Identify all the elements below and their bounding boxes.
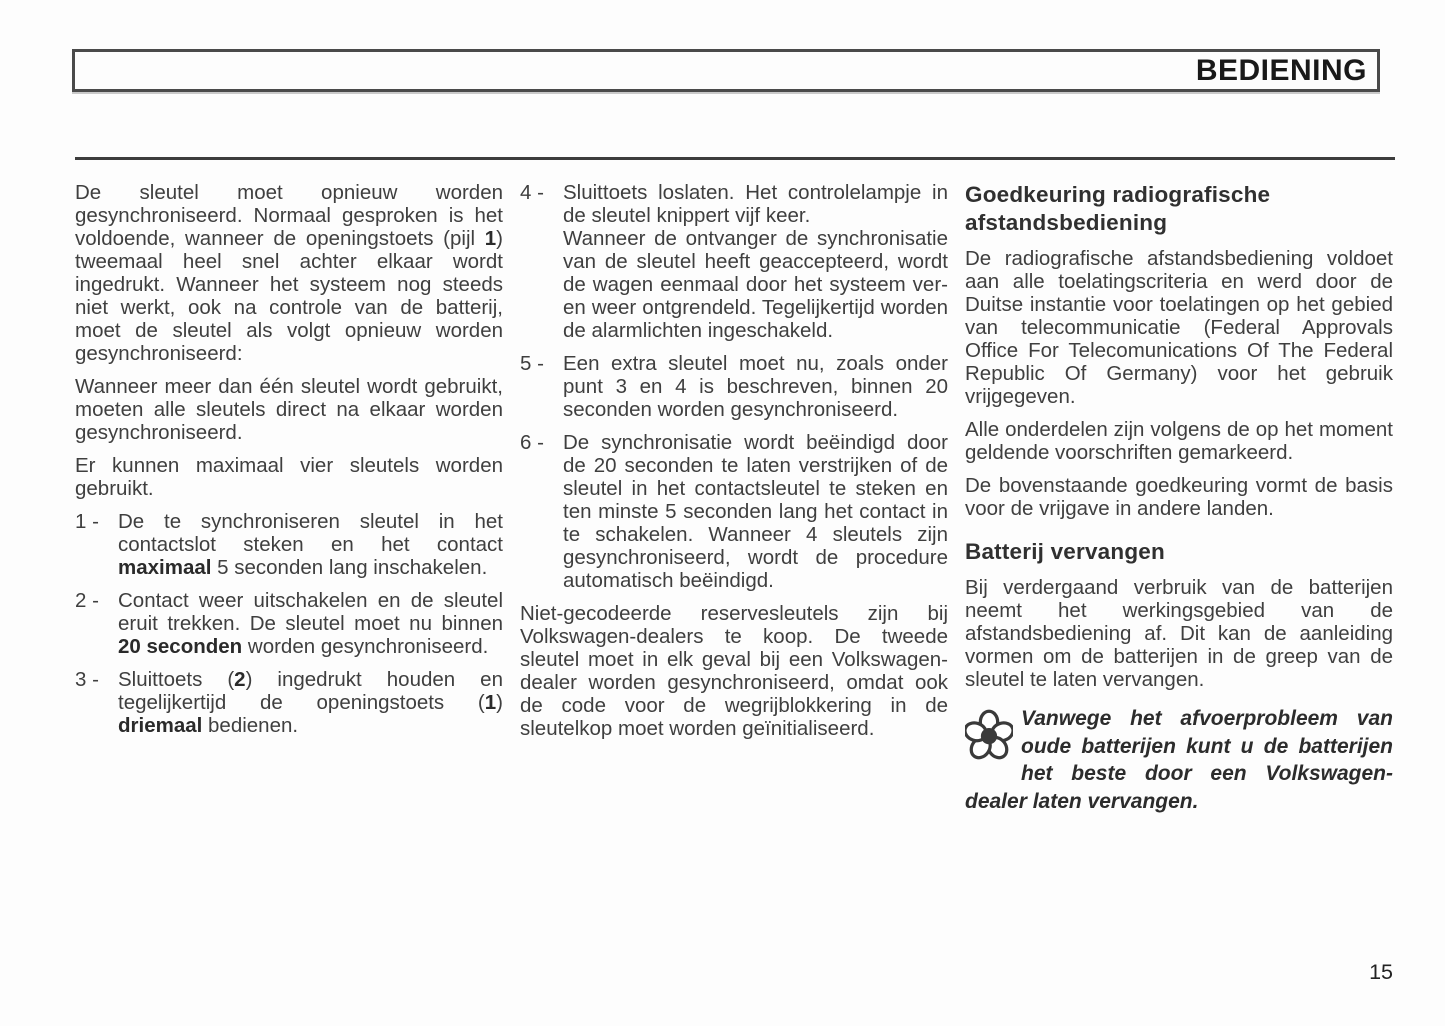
section-heading-battery: Batterij vervangen (965, 539, 1165, 564)
list-item-text: De synchronisatie wordt beëindigd door de 20 seconden te laten verstrijken of de sleutel in het contactsleutel te steken en ten minste 5 seconden lang het contact in te schakelen. Wanneer 4 sleutels zijn gesynchroniseerd, wordt de procedure automatisch beëindigd. (563, 431, 948, 592)
list-item (75, 668, 503, 737)
page-number: 15 (1369, 960, 1393, 984)
list-item-text: Contact weer uitschakelen en de sleutel eruit trekken. De sleutel moet nu binnen 20 seconden worden gesynchroniseerd. (118, 589, 503, 658)
paragraph: Er kunnen maximaal vier sleutels worden gebruikt. (75, 454, 503, 500)
list-item (75, 589, 503, 658)
column-1 (75, 181, 503, 815)
list-item (520, 352, 948, 421)
paragraph: Niet-gecodeerde reservesleutels zijn bij Volkswagen-dealers te koop. De tweede sleutel moet in elk geval bij een Volkswagen-dealer worden gesynchroniseerd, omdat ook de code voor de wegrijblokkering in de sleutelkop moet worden geïnitialiseerd. (520, 602, 948, 740)
list-item-number: 3 - (75, 668, 99, 691)
list-item-text: Een extra sleutel moet nu, zoals onder punt 3 en 4 is beschreven, binnen 20 seconden worden gesynchroniseerd. (563, 352, 948, 421)
list-item-number: 6 - (520, 431, 544, 454)
list-item-number: 4 - (520, 181, 544, 204)
paragraph: De radiografische afstandsbediening voldoet aan alle toelatingscriteria en werd door de Duitse instantie voor toelatingen op het gebied van telecommunicatie (Federal Approvals Office For Telecomunications Of The Federal Republic Of Germany) voor het gebruik vrijgegeven. (965, 247, 1393, 408)
section-heading-approval: Goedkeuring radiografische afstandsbediening (965, 182, 1271, 235)
eco-flower-icon (965, 708, 1013, 760)
list-item-text: Sluittoets loslaten. Het controlelampje in de sleutel knippert vijf keer. Wanneer de ontvanger de synchronisatie van de sleutel heeft geaccepteerd, wordt de wagen eenmaal door het systeem ver- en weer ontgrendeld. Tegelijkertijd worden de alarmlichten ingeschakeld. (563, 181, 948, 342)
column-3 (965, 181, 1393, 815)
note-text: Vanwege het afvoerprobleem van oude batterijen kunt u de batterijen het beste door een Volkswagen-dealer laten vervangen. (965, 707, 1393, 813)
paragraph: De sleutel moet opnieuw worden gesynchroniseerd. Normaal gesproken is het voldoende, wanneer de openingstoets (pijl 1) tweemaal heel snel achter elkaar wordt ingedrukt. Wanneer het systeem nog steeds niet werkt, ook na controle van de batterij, moet de sleutel als volgt opnieuw worden gesynchroniseerd: (75, 181, 503, 365)
list-item-text: Sluittoets (2) ingedrukt houden en tegelijkertijd de openingstoets (1) driemaal bedienen. (118, 668, 503, 737)
page-title: BEDIENING (1195, 53, 1367, 87)
list-item (75, 510, 503, 579)
paragraph: Wanneer meer dan één sleutel wordt gebruikt, moeten alle sleutels direct na elkaar worden gesynchroniseerd. (75, 375, 503, 444)
paragraph: De bovenstaande goedkeuring vormt de basis voor de vrijgave in andere landen. (965, 474, 1393, 520)
list-item-number: 1 - (75, 510, 99, 533)
paragraph: Alle onderdelen zijn volgens de op het moment geldende voorschriften gemarkeerd. (965, 418, 1393, 464)
list-item-text: De te synchroniseren sleutel in het contactslot steken en het contact maximaal 5 seconden lang inschakelen. (118, 510, 503, 579)
battery-disposal-note (965, 705, 1393, 815)
column-2 (520, 181, 948, 815)
header-bar (72, 49, 1380, 92)
header-divider (75, 157, 1395, 160)
list-item-number: 5 - (520, 352, 544, 375)
content-columns (75, 181, 1393, 815)
list-item-number: 2 - (75, 589, 99, 612)
list-item (520, 181, 948, 342)
list-item (520, 431, 948, 592)
paragraph: Bij verdergaand verbruik van de batterijen neemt het werkingsgebied van de afstandsbediening af. Dit kan de aanleiding vormen om de batterijen in de greep van de sleutel te laten vervangen. (965, 576, 1393, 691)
